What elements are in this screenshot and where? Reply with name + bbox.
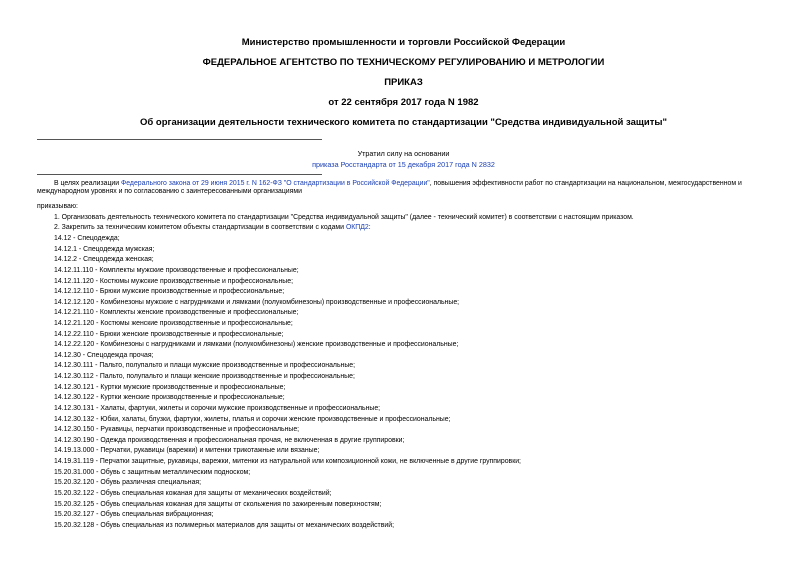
okpd2-link[interactable]: ОКПД2 [345, 224, 369, 231]
code-list-item: 14.12.30.150 - Рукавицы, перчатки производственные и профессиональные; [54, 426, 300, 434]
code-list-item: 15.20.32.128 - Обувь специальная из полимерных материалов для защиты от механических воздействий; [54, 521, 394, 529]
code-list-item: 14.12.12.120 - Комбинезоны мужские с нагрудниками и лямками (полукомбинезоны) производственные и профессиональные; [54, 298, 460, 306]
code-list-item: 15.20.32.120 - Обувь различная специальная; [54, 479, 202, 487]
code-list-item: 15.20.32.127 - Обувь специальная вибрационная; [54, 511, 214, 519]
code-list-item: 14.12.11.110 - Комплекты мужские производственные и профессиональные; [54, 266, 299, 274]
clause-2 [54, 224, 371, 232]
agency-heading: ФЕДЕРАЛЬНОЕ АГЕНТСТВО ПО ТЕХНИЧЕСКОМУ РЕГУЛИРОВАНИЮ И МЕТРОЛОГИИ [202, 57, 605, 68]
code-list-item: 14.12.12.110 - Брюки мужские производственные и профессиональные; [54, 288, 285, 296]
intro-paragraph [37, 180, 777, 196]
code-list-item: 14.12.30 - Спецодежда прочая; [54, 351, 154, 359]
code-list-item: 14.12.30.131 - Халаты, фартуки, жилеты и сорочки мужские производственные и профессиональные; [54, 404, 381, 412]
code-list-item: 15.20.31.000 - Обувь с защитным металлическим подноском; [54, 468, 251, 476]
code-list-item: 14.12.30.121 - Куртки мужские производственные и профессиональные; [54, 383, 286, 391]
ministry-heading: Министерство промышленности и торговли Российской Федерации [241, 37, 566, 48]
code-list-item: 14.19.31.119 - Перчатки защитные, рукавицы, варежки, митенки из натуральной или композиционной кожи, не включенные в другие группировки; [54, 458, 521, 465]
code-list-item: 14.12.21.110 - Комплекты женские производственные и профессиональные; [54, 309, 299, 317]
code-list-item: 14.12.21.120 - Костюмы женские производственные и профессиональные; [54, 320, 293, 327]
code-list-item: 15.20.32.122 - Обувь специальная кожаная для защиты от механических воздействий; [54, 489, 332, 497]
code-list-item: 14.12.2 - Спецодежда женская; [54, 256, 154, 264]
clause-2-prefix: 2. Закрепить за техническим комитетом объекты стандартизации в соответствии с кодами [54, 224, 346, 231]
code-list-item: 15.20.32.125 - Обувь специальная кожаная для защиты от скольжения по зажиренным поверхностям; [54, 500, 382, 508]
order-word: приказываю: [37, 203, 78, 210]
code-list-item: 14.12.22.120 - Комбинезоны с нагрудниками и лямками (полукомбинезоны) женские производственные и профессиональные; [54, 341, 459, 349]
code-list-item: 14.12.30.122 - Куртки женские производственные и профессиональные; [54, 394, 285, 402]
status-link-line [0, 160, 807, 169]
federal-law-link[interactable]: Федерального закона от 29 июня 2015 г. N 162-ФЗ "О стандартизации в Российской Федерации" [121, 180, 430, 187]
code-list-item: 14.12.30.111 - Пальто, полупальто и плащи мужские производственные и профессиональные; [54, 362, 356, 370]
repeal-order-link[interactable]: приказа Росстандарта от 15 декабря 2017 года N 2832 [312, 160, 495, 169]
status-note: Утратил силу на основании [357, 149, 450, 158]
doc-type-heading: ПРИКАЗ [384, 77, 423, 88]
intro-prefix: В целях реализации [54, 180, 122, 187]
code-list-item: 14.19.13.000 - Перчатки, рукавицы (варежки) и митенки трикотажные или вязаные; [54, 447, 320, 455]
document-title: Об организации деятельности технического комитета по стандартизации "Средства индивидуальной защиты" [140, 117, 667, 128]
clause-2-suffix: : [368, 224, 371, 231]
code-list-item: 14.12.1 - Спецодежда мужская; [54, 245, 155, 253]
code-list-item: 14.12.30.112 - Пальто, полупальто и плащи женские производственные и профессиональные; [54, 373, 355, 381]
code-list-item: 14.12 - Спецодежда; [54, 235, 120, 242]
code-list-item: 14.12.30.190 - Одежда производственная и профессиональная прочая, не включенная в другие группировки; [54, 436, 405, 444]
clause-1: 1. Организовать деятельность технического комитета по стандартизации "Средства индивидуальной защиты" (далее - технический комитет) в соответствии с настоящим приказом. [54, 214, 634, 221]
code-list-item: 14.12.30.132 - Юбки, халаты, блузки, фартуки, жилеты, платья и сорочки женские производственные и профессиональные; [54, 415, 451, 423]
bottom-divider [37, 174, 322, 175]
intro-suffix: , повышения эффективности работ по стандартизации на национальном, межгосударственном и международном уровнях и по согласованию с заинтересованными организациями [37, 180, 742, 195]
code-list-item: 14.12.22.110 - Брюки женские производственные и профессиональные; [54, 330, 284, 338]
code-list-item: 14.12.11.120 - Костюмы мужские производственные и профессиональные; [54, 277, 293, 285]
top-divider [37, 139, 322, 140]
date-number-heading: от 22 сентября 2017 года N 1982 [328, 97, 479, 108]
